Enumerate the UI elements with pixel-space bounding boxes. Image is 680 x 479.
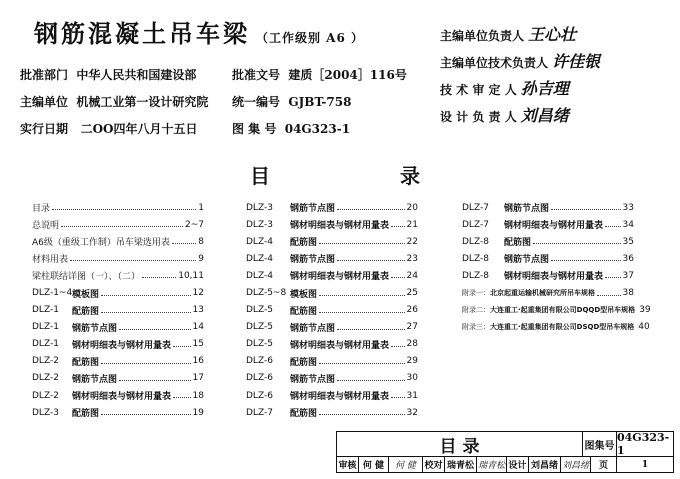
title-block-top <box>337 432 673 457</box>
check-label: 校对 <box>423 456 445 473</box>
unified-no: 统一编号 GJBT-758 <box>232 95 352 109</box>
list-item[interactable]: DLZ-7 钢材明细表与钢材用量表 34 <box>462 219 634 232</box>
toc-column-3 <box>462 199 651 336</box>
list-item[interactable]: 总说明 2~7 <box>32 219 204 232</box>
list-item[interactable]: DLZ-5 配筋图 26 <box>246 305 418 317</box>
signature-review: 孙吉理 <box>520 79 569 98</box>
list-item[interactable]: DLZ-5 钢筋节点图 27 <box>246 322 418 334</box>
toc-column-2 <box>246 199 418 421</box>
list-item[interactable]: DLZ-8 配筋图 35 <box>462 236 634 249</box>
check-name: 瑞青松 <box>445 456 477 473</box>
signature-design: 刘昌绪 <box>520 106 569 125</box>
list-item[interactable]: DLZ-6 钢筋节点图 30 <box>246 373 418 385</box>
list-item[interactable]: 附录三： 大连重工·起重集团有限公司DSQD型吊车规格 40 <box>462 322 650 333</box>
responsible-editor: 主编单位负责人 王心壮 <box>440 25 577 44</box>
list-item[interactable]: DLZ-1 钢材明细表与钢材用量表 15 <box>32 339 204 351</box>
design-name: 刘昌绪 <box>529 456 561 473</box>
check-signature: 瑞青松 <box>477 456 507 473</box>
list-item[interactable]: DLZ-1 配筋图 13 <box>32 305 204 317</box>
approval-dept: 批准部门 中华人民共和国建设部 <box>20 68 197 82</box>
list-item[interactable]: DLZ-2 配筋图 16 <box>32 356 204 368</box>
list-item[interactable]: DLZ-6 钢材明细表与钢材用量表 31 <box>246 390 418 403</box>
list-item[interactable]: DLZ-3 钢材明细表与钢材用量表 21 <box>246 219 418 232</box>
list-item[interactable]: DLZ-4 钢筋节点图 23 <box>246 253 418 266</box>
atlas-number: 04G323-1 <box>617 431 670 457</box>
list-item[interactable]: DLZ-2 钢材明细表与钢材用量表 18 <box>32 390 204 403</box>
list-item[interactable]: DLZ-6 配筋图 29 <box>246 356 418 368</box>
toc-column-1 <box>32 199 204 421</box>
list-item[interactable]: 附录二： 大连重工·起重集团有限公司DQQD型吊车规格 39 <box>462 305 651 316</box>
list-item[interactable]: DLZ-2 钢筋节点图 17 <box>32 373 204 385</box>
list-item[interactable]: 附录一： 北京起重运输机械研究所吊车规格 38 <box>462 288 634 299</box>
page-label: 页 <box>591 456 617 473</box>
signature-tech: 许佳银 <box>552 52 601 71</box>
list-item[interactable]: DLZ-8 钢筋节点图 36 <box>462 253 634 266</box>
list-item[interactable]: A6级（重级工作制）吊车梁选用表 8 <box>32 236 204 249</box>
atlas-label: 图集号 <box>583 432 617 456</box>
design-signature: 刘昌绪 <box>561 456 591 473</box>
review-label: 审核 <box>337 456 359 473</box>
review-name: 何 健 <box>359 456 389 473</box>
page-number: 1 <box>641 459 649 470</box>
responsible-design: 设 计 负 责 人 刘昌绪 <box>440 106 569 125</box>
list-item[interactable]: DLZ-1 钢筋节点图 14 <box>32 322 204 334</box>
title-block-bottom <box>337 456 673 473</box>
title-subtitle: （工作级别 A6 ） <box>256 31 365 45</box>
toc-title-right: 录 <box>400 164 420 188</box>
responsible-tech: 主编单位技术负责人 许佳银 <box>440 52 601 71</box>
page-title <box>34 14 364 49</box>
review-signature: 何 健 <box>389 456 423 473</box>
editor-unit: 主编单位 机械工业第一设计研究院 <box>20 95 209 109</box>
list-item[interactable]: DLZ-7 钢筋节点图 33 <box>462 202 634 215</box>
title-main: 钢筋混凝土吊车梁 <box>34 19 250 48</box>
impl-date: 实行日期 二OO四年八月十五日 <box>20 122 198 136</box>
toc-title-left: 目 <box>250 164 270 188</box>
approval-no: 批准文号 建质［2004］116号 <box>232 68 407 82</box>
atlas-no: 图 集 号 04G323-1 <box>232 122 351 136</box>
list-item[interactable]: 材料用表 9 <box>32 253 204 266</box>
title-block <box>336 431 674 473</box>
list-item[interactable]: DLZ-8 钢材明细表与钢材用量表 37 <box>462 270 634 283</box>
title-block-title: 目 录 <box>337 432 583 456</box>
list-item[interactable]: 梁柱联结详图（一）、（二） 10,11 <box>32 270 204 283</box>
list-item[interactable]: DLZ-4 配筋图 22 <box>246 236 418 249</box>
list-item[interactable]: DLZ-4 钢材明细表与钢材用量表 24 <box>246 270 418 283</box>
design-label: 设计 <box>507 456 529 473</box>
list-item[interactable]: DLZ-5 钢材明细表与钢材用量表 28 <box>246 339 418 351</box>
list-item[interactable]: 目录 1 <box>32 202 204 215</box>
responsible-review: 技 术 审 定 人 孙吉理 <box>440 79 569 98</box>
list-item[interactable]: DLZ-1~4 模板图 12 <box>32 288 204 300</box>
signature-editor: 王心壮 <box>528 25 577 44</box>
list-item[interactable]: DLZ-5~8 模板图 25 <box>246 288 418 300</box>
list-item[interactable]: DLZ-7 配筋图 32 <box>246 407 418 420</box>
list-item[interactable]: DLZ-3 配筋图 19 <box>32 407 204 420</box>
list-item[interactable]: DLZ-3 钢筋节点图 20 <box>246 202 418 215</box>
